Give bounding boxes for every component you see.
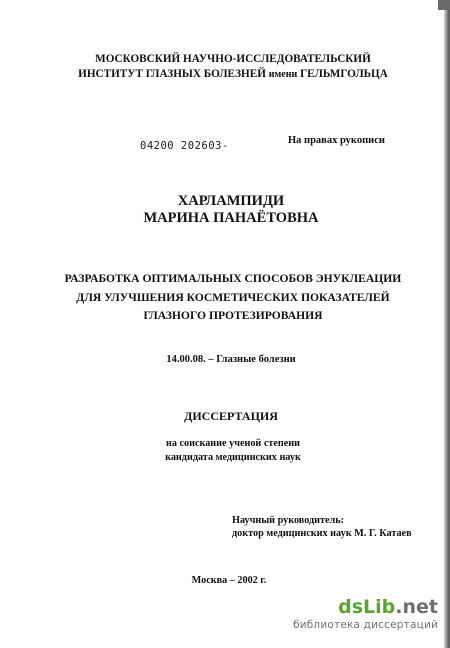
title-line-1: РАЗРАБОТКА ОПТИМАЛЬНЫХ СПОСОБОВ ЭНУКЛЕАЦИИ [64,272,402,285]
dslib-watermark[interactable] [293,597,438,631]
supervisor-label: Научный руководитель: [232,515,345,526]
dslib-logo [293,597,438,617]
title-line-2: ДЛЯ УЛУЧШЕНИЯ КОСМЕТИЧЕСКИХ ПОКАЗАТЕЛЕЙ [76,291,390,304]
city-year: Москва – 2002 г. [191,575,267,586]
author-given-names: МАРИНА ПАНАЁТОВНА [143,210,319,226]
institute-line-1: МОСКОВСКИЙ НАУЧНО-ИССЛЕДОВАТЕЛЬСКИЙ [95,53,371,65]
supervisor-name: доктор медицинских наук М. Г. Катаев [232,528,412,539]
dslib-logo-part1: dsLib [338,596,396,618]
scan-corner-shadow [438,0,450,10]
dslib-logo-part2: .net [395,596,438,618]
institute-line-2 [8,68,450,81]
dslib-caption: библиотека диссертаций [293,619,438,631]
manuscript-rights-note: На правах рукописи [288,135,385,146]
degree-line-2: кандидата медицинских наук [165,452,301,463]
specialty-code: 14.00.08. – Глазные болезни [166,354,296,365]
institute-line-2-small: имени [268,69,298,80]
institute-line-2-suffix: ГЕЛЬМГОЛЬЦА [297,68,388,80]
library-stamp-number: 04200 202603- [140,140,229,152]
degree-line-1: на соискание ученой степени [165,438,301,449]
work-type-heading: ДИССЕРТАЦИЯ [184,409,278,423]
scan-edge-shadow [444,0,450,648]
institute-line-2-prefix: ИНСТИТУТ ГЛАЗНЫХ БОЛЕЗНЕЙ [78,68,269,80]
author-surname: ХАРЛАМПИДИ [177,193,285,209]
title-line-3: ГЛАЗНОГО ПРОТЕЗИРОВАНИЯ [143,309,323,322]
